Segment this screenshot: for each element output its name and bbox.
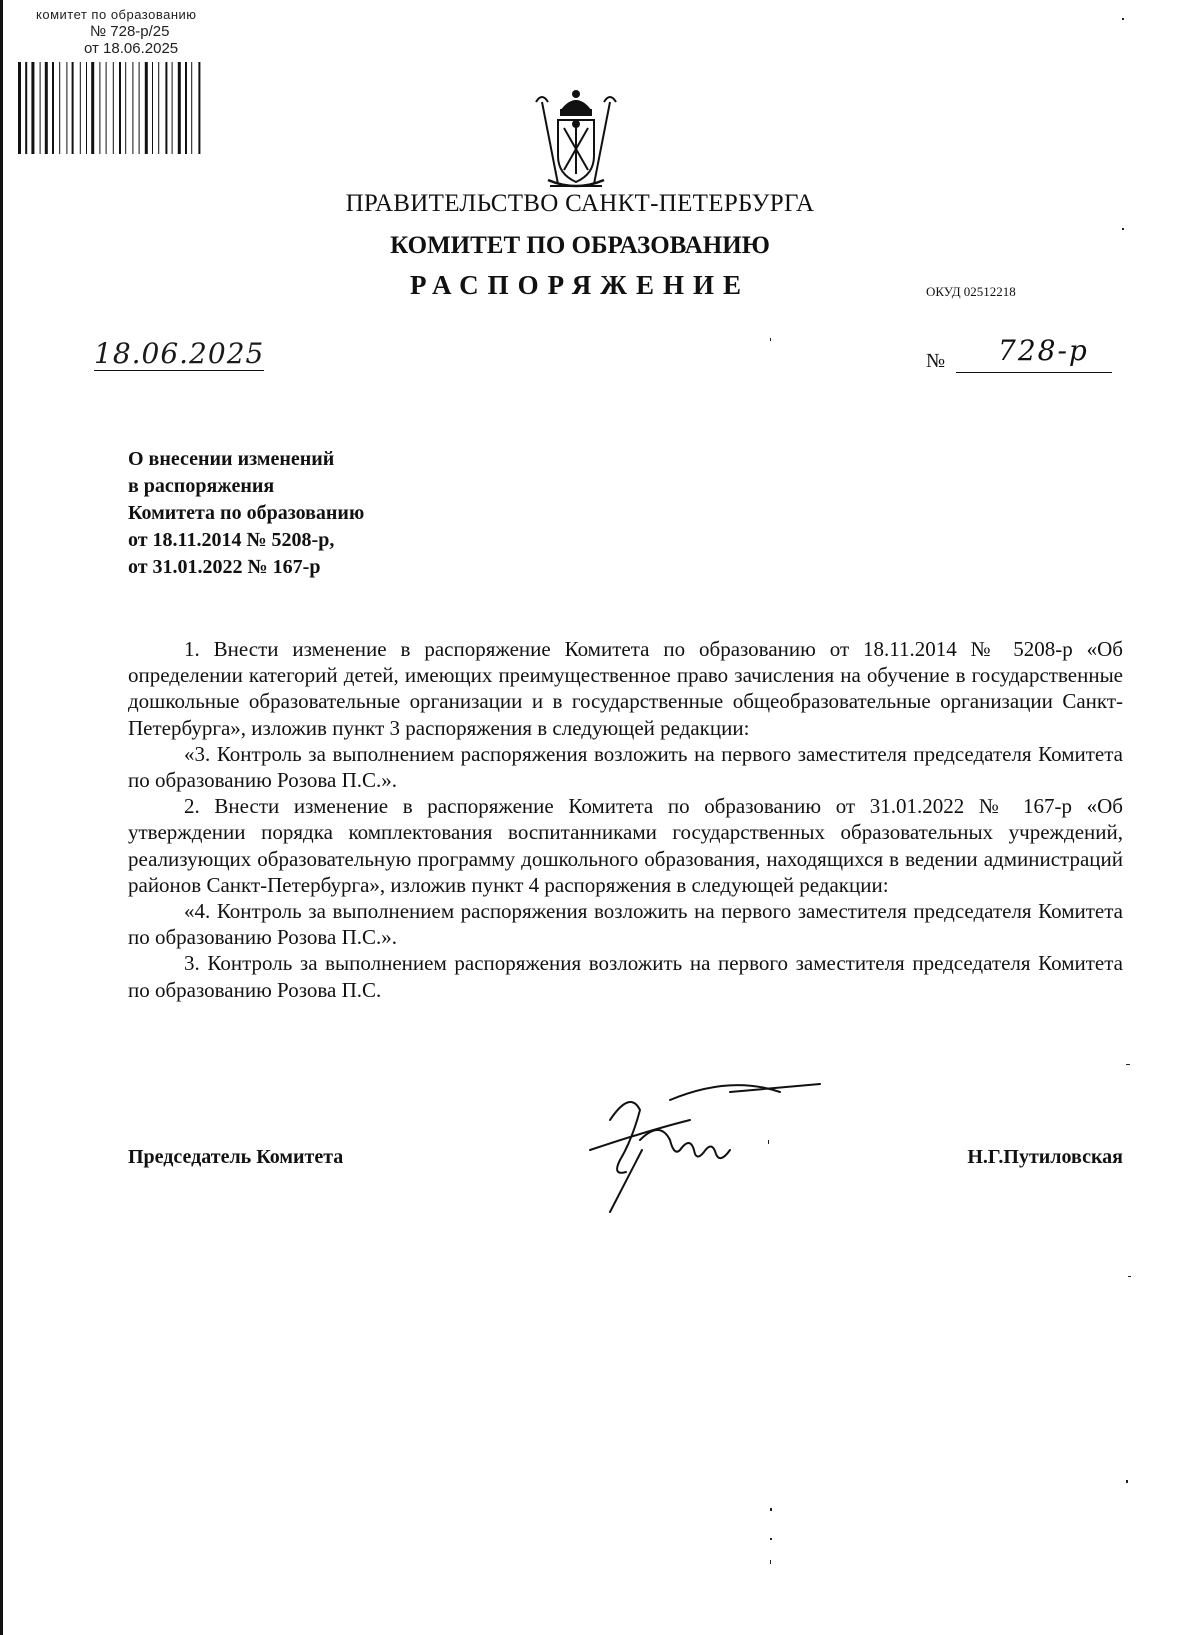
scan-speck xyxy=(770,1560,771,1564)
barcode-bar xyxy=(165,62,167,154)
barcode-bar xyxy=(66,62,67,154)
subject-line: Комитета по образованию xyxy=(128,502,365,524)
paragraph-2: 2. Внести изменение в распоряжение Комитета по образованию от 31.01.2022 № 167-р «Об утверждении порядка комплектования воспитанниками государственных образовательных учреждений, реализующих образовательную программу дошкольного образования, находящихся в ведении администраций районов Санкт-Петербурга», изложив пункт 4 распоряжения в следующей редакции: xyxy=(128,794,1123,897)
paragraph-1: 1. Внести изменение в распоряжение Комитета по образованию от 18.11.2014 № 5208-р «Об определении категорий детей, имеющих преимущественное право зачисления на обучение в государственные дошкольные образовательные организации и в государственные общеобразовательные организации Санкт-Петербурга», изложив пункт 3 распоряжения в следующей редакции: xyxy=(128,637,1123,740)
paragraph-3: 3. Контроль за выполнением распоряжения возложить на первого заместителя председателя Комитета по образованию Розова П.С. xyxy=(128,951,1123,1002)
number-label: № xyxy=(926,350,946,372)
barcode-bar xyxy=(152,62,153,154)
signatory-name: Н.Г.Путиловская xyxy=(967,1146,1123,1168)
subject-line: О внесении изменений xyxy=(128,448,335,470)
subject-line: в распоряжения xyxy=(128,475,275,497)
barcode-bar xyxy=(139,62,140,154)
barcode-bar xyxy=(198,62,200,154)
government-title: ПРАВИТЕЛЬСТВО САНКТ-ПЕТЕРБУРГА xyxy=(345,190,815,217)
number-underline xyxy=(956,372,1112,373)
scan-speck xyxy=(770,338,771,341)
paragraph-1-quote: «3. Контроль за выполнением распоряжения возложить на первого заместителя председателя Комитета по образованию Розова П.С.». xyxy=(128,741,1123,793)
barcode-bar xyxy=(91,62,94,154)
barcode-bar xyxy=(191,62,192,154)
scan-speck xyxy=(1126,1480,1128,1483)
scan-speck xyxy=(1126,1064,1130,1065)
barcode-bar xyxy=(172,62,173,154)
scan-speck xyxy=(768,1140,769,1144)
scan-speck xyxy=(1122,228,1124,230)
document-number xyxy=(926,334,1126,378)
paragraph-2-quote: «4. Контроль за выполнением распоряжения возложить на первого заместителя председателя Комитета по образованию Розова П.С.». xyxy=(128,899,1123,950)
okud-code: ОКУД 02512218 xyxy=(926,284,1016,299)
subject-line: от 31.01.2022 № 167-р xyxy=(128,556,321,578)
committee-title: КОМИТЕТ ПО ОБРАЗОВАНИЮ xyxy=(390,232,770,259)
barcode-bar xyxy=(132,62,133,154)
barcode-bar xyxy=(125,62,126,154)
scan-speck xyxy=(770,1508,772,1511)
barcode-bar xyxy=(99,62,100,154)
barcode-bar xyxy=(119,62,121,154)
barcode-bar xyxy=(31,62,34,154)
barcode-bar xyxy=(106,62,107,154)
barcode-bar xyxy=(40,62,41,154)
barcode-bar xyxy=(113,62,114,154)
registration-stamp xyxy=(18,6,278,57)
barcode-bar xyxy=(18,62,21,154)
barcode-bar xyxy=(185,62,187,154)
barcode-bar xyxy=(145,62,148,154)
document-subject xyxy=(128,446,488,581)
stamp-date: от 18.06.2025 xyxy=(84,40,179,57)
barcode-bar xyxy=(86,62,87,154)
barcode-bar xyxy=(45,62,48,154)
scan-speck xyxy=(1128,1276,1131,1277)
barcode-bar xyxy=(80,62,81,154)
scan-speck xyxy=(770,1538,772,1540)
barcode-bar xyxy=(25,62,27,154)
stamp-org: комитет по образованию xyxy=(36,7,197,22)
signatory-title: Председатель Комитета xyxy=(128,1146,344,1168)
document-type: РАСПОРЯЖЕНИЕ xyxy=(409,270,751,300)
barcode-bar xyxy=(59,62,60,154)
barcode-bar xyxy=(72,62,74,154)
barcode-bar xyxy=(178,62,181,154)
barcode-bar xyxy=(158,62,159,154)
document-body xyxy=(128,636,1123,1003)
stamp-number: № 728-р/25 xyxy=(90,23,170,40)
barcode xyxy=(18,62,268,154)
barcode-bar xyxy=(52,62,54,154)
coat-of-arms-icon xyxy=(528,88,624,192)
handwritten-signature xyxy=(570,1080,830,1220)
handwritten-number: 728-р xyxy=(998,334,1089,367)
subject-line: от 18.11.2014 № 5208-р, xyxy=(128,529,335,551)
scan-speck xyxy=(1122,18,1124,20)
handwritten-date: 18.06.2025 xyxy=(94,337,265,370)
